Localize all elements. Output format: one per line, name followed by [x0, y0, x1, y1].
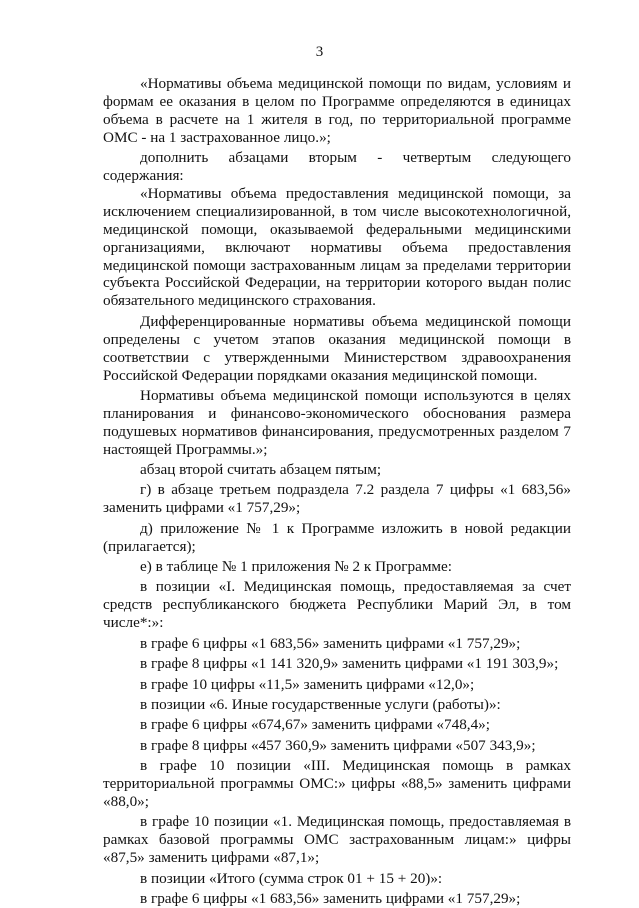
paragraph: в графе 10 позиции «1. Медицинская помощь, предоставляемая в рамках базовой программы ОМС застрахованным лицам:» цифры «87,5» заменить цифрами «87,1»; — [103, 813, 571, 867]
paragraph: в графе 8 цифры «1 141 320,9» заменить цифрами «1 191 303,9»; — [140, 655, 559, 673]
paragraph: в графе 10 цифры «11,5» заменить цифрами «12,0»; — [140, 675, 475, 693]
paragraph: г) в абзаце третьем подраздела 7.2 раздела 7 цифры «1 683,56» заменить цифрами «1 757,29»; — [103, 481, 571, 517]
page-number: 3 — [315, 44, 324, 60]
paragraph: в позиции «I. Медицинская помощь, предоставляемая за счет средств республиканского бюджета Республики Марий Эл, в том числе*:»: — [103, 578, 571, 632]
paragraph: д) приложение № 1 к Программе изложить в новой редакции (прилагается); — [103, 519, 571, 555]
paragraph: «Нормативы объема медицинской помощи по видам, условиям и формам ее оказания в целом по Программе определяются в единицах объема в расчете на 1 жителя в год, по территориальной программе ОМС - на 1 застрахованное лицо.»; — [103, 75, 571, 146]
paragraph: в графе 6 цифры «1 683,56» заменить цифрами «1 757,29»; — [140, 889, 521, 907]
paragraph: в позиции «6. Иные государственные услуги (работы)»: — [140, 695, 501, 713]
paragraph: в графе 8 цифры «457 360,9» заменить цифрами «507 343,9»; — [140, 736, 536, 754]
paragraph: в позиции «Итого (сумма строк 01 + 15 + 20)»: — [140, 869, 443, 887]
paragraph: дополнить абзацами вторым - четвертым следующего содержания: — [103, 149, 571, 185]
paragraph: абзац второй считать абзацем пятым; — [140, 461, 382, 479]
paragraph: Нормативы объема медицинской помощи используются в целях планирования и финансово-экономического обоснования размера подушевых нормативов финансирования, предусмотренных разделом 7 настоящей Программы.»; — [103, 386, 571, 458]
paragraph: Дифференцированные нормативы объема медицинской помощи определены с учетом этапов оказания медицинской помощи в соответствии с утвержденными Министерством здравоохранения Российской Федерации порядками оказания медицинской помощи. — [103, 312, 571, 384]
paragraph: «Нормативы объема предоставления медицинской помощи, за исключением специализированной, в том числе высокотехнологичной, медицинской помощи, оказываемой федеральными медицинскими организациями, включают нормативы объема предоставления медицинской помощи застрахованным лицам за пределами территории субъекта Российской Федерации, на территории которого выдан полис обязательного медицинского страхования. — [103, 184, 571, 310]
paragraph: е) в таблице № 1 приложения № 2 к Программе: — [140, 558, 452, 576]
paragraph: в графе 6 цифры «1 683,56» заменить цифрами «1 757,29»; — [140, 634, 521, 652]
document-body — [103, 75, 571, 908]
paragraph: в графе 6 цифры «674,67» заменить цифрами «748,4»; — [140, 716, 490, 734]
paragraph: в графе 10 позиции «III. Медицинская помощь в рамках территориальной программы ОМС:» цифры «88,5» заменить цифрами «88,0»; — [103, 757, 571, 810]
